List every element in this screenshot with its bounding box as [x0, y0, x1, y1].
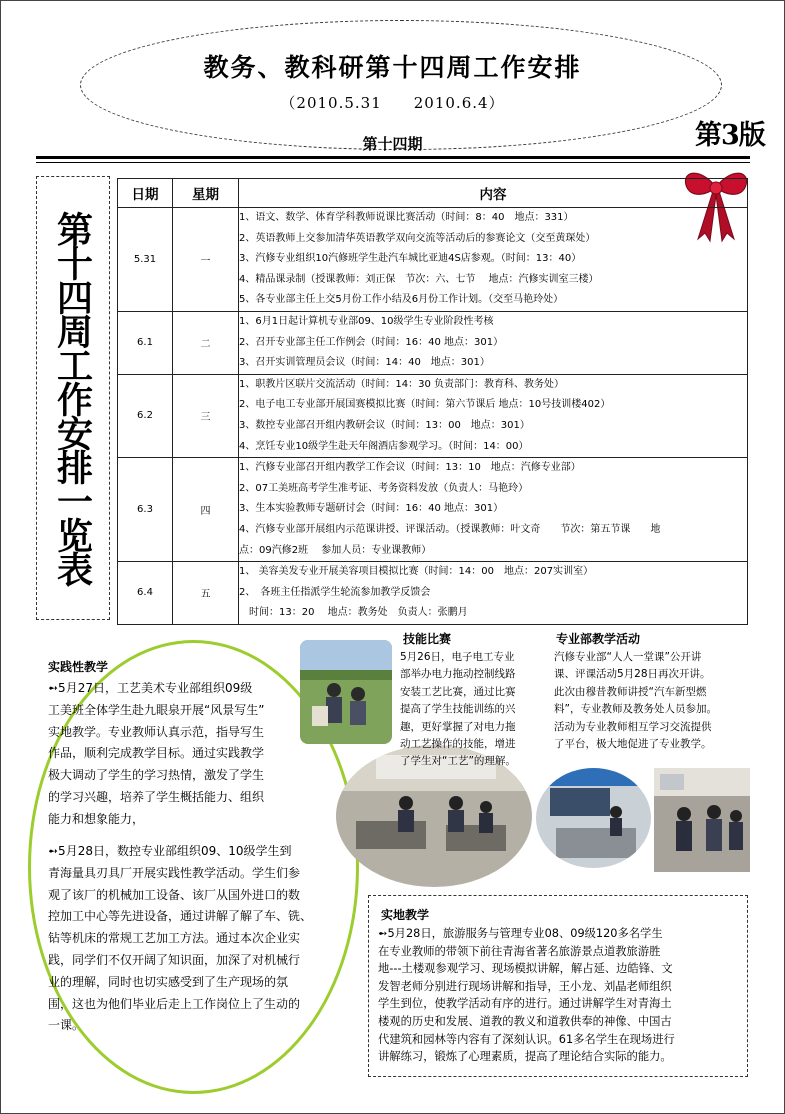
skills-title: 技能比赛 [403, 632, 452, 646]
text-line: 的学习兴趣，培养了学生概括能力、组织 [48, 789, 265, 804]
schedule-item: 点：09汽修2班 参加人员：专业课教师） [239, 544, 432, 556]
schedule-item: 3、汽修专业组织10汽修班学生赴汽车城比亚迪4S店参观。（时间：13：40） [239, 253, 582, 265]
row-weekday: 四 [173, 458, 239, 562]
classroom-photo [536, 768, 651, 868]
sketching-photo [300, 640, 392, 744]
header-rule-thick [36, 156, 750, 159]
schedule-item: 2、07工美班高考学生准考证、考务资料发放（负责人：马艳玲） [239, 482, 529, 494]
text-line: 在专业教师的带领下前往青海省著名旅游景点道教旅游胜 [378, 944, 661, 958]
row-items [239, 458, 748, 562]
text-line: 控加工中心等先进设备，通过讲解了解了车、铣、 [48, 909, 313, 924]
text-line: 此次由穆昔教师讲授“汽车新型燃 [554, 685, 707, 698]
row-weekday: 二 [173, 311, 239, 374]
text-line: 实地教学。专业教师认真示范，指导写生 [48, 724, 265, 739]
dept-teaching-title: 专业部教学活动 [556, 632, 641, 646]
schedule-item: 1、语文、数学、体育学科教师说课比赛活动（时间：8：40 地点：331） [239, 212, 574, 223]
schedule-item: 2、电子电工专业部开展国赛模拟比赛（时间：第六节课后 地点：10号技训楼402） [239, 399, 611, 411]
schedule-item: 1、6月1日起计算机专业部09、10级学生专业阶段性考核 [239, 315, 494, 327]
schedule-item: 1、 美容美发专业开展美容项目模拟比赛（时间：14：00 地点：207实训室） [239, 566, 594, 578]
practice-paragraph-1 [48, 678, 298, 831]
table-row [118, 208, 748, 312]
schedule-item: 5、各专业部主任上交5月份工作小结及6月份工作计划。（交至马艳玲处） [239, 294, 564, 306]
row-weekday: 五 [173, 562, 239, 625]
table-header-row [118, 179, 748, 208]
schedule-item: 3、数控专业部召开组内教研会议（时间：13：00 地点：301） [239, 419, 530, 431]
header-rule-thin [36, 162, 750, 163]
schedule-item: 2、召开专业部主任工作例会（时间：16：40 地点：301） [239, 336, 504, 348]
schedule-item: 4、精品课录制（授课教师：刘正保 节次：六、七节 地点：汽修实训室三楼） [239, 273, 599, 285]
schedule-item: 3、生本实验教师专题研讨会（时间：16：40 地点：301） [239, 503, 504, 515]
text-line: 了学生对“工艺”的理解。 [400, 755, 516, 768]
text-line: 观了该厂的机械加工设备、该厂从国外进口的数 [48, 887, 301, 902]
text-line: 活动为专业教师相互学习交流提供 [554, 720, 712, 733]
text-line: 楼观的历史和发展、道教的教义和道教供奉的神像、中国古 [378, 1014, 672, 1028]
text-line: ➻5月27日，工艺美术专业部组织09级 [48, 681, 253, 695]
table-row [118, 374, 748, 457]
table-row [118, 562, 748, 625]
schedule-item: 3、召开实训管理员会议（时间：14：40 地点：301） [239, 357, 490, 369]
practice-title: 实践性教学 [48, 660, 109, 674]
text-line: 工美班全体学生赴九眼泉开展“风景写生” [48, 702, 265, 717]
text-line: 提高了学生技能训练的兴 [400, 703, 516, 716]
text-line: 业的理解，同时也切实感受到了生产现场的氛 [48, 974, 289, 989]
table-row [118, 311, 748, 374]
text-line: 趣，更好掌握了对电力拖 [400, 720, 516, 733]
text-line: 地---土楼观参观学习、现场模拟讲解，解占延、边皓锋、文 [378, 962, 673, 976]
row-weekday: 三 [173, 374, 239, 457]
text-line: ➻5月28日，数控专业部组织09、10级学生到 [48, 844, 292, 858]
text-line: 极大调动了学生的学习热情，激发了学生 [48, 768, 265, 783]
practice-paragraph-2 [48, 841, 338, 1037]
vertical-title-box [36, 176, 110, 620]
text-line: 料”，专业教师及教务处人员参加。 [554, 703, 717, 716]
row-items [239, 374, 748, 457]
field-teaching-title: 实地教学 [381, 908, 430, 922]
text-line: 发智老师分别进行现场讲解和指导，王小龙、刘晶老师组织 [378, 979, 672, 993]
schedule-table [117, 178, 748, 625]
page-title: 教务、教科研第十四周工作安排 [203, 53, 582, 82]
schedule-item: 2、 各班主任指派学生轮流参加教学反馈会 [239, 586, 431, 598]
text-line: ➻5月28日，旅游服务与管理专业08、09级120多名学生 [378, 927, 663, 940]
text-line: 围，这也为他们毕业后走上工作岗位上了生动的 [48, 996, 301, 1011]
text-line: 动工艺操作的技能，增进 [400, 738, 516, 751]
text-line: 代建筑和园林等内容有了深刻认识。61多名学生在现场进行 [378, 1032, 675, 1046]
schedule-item: 2、英语教师上交参加清华英语教学双向交流等活动后的参赛论文（交至黄琛处） [239, 232, 596, 244]
row-items [239, 562, 748, 625]
issue-number: 第十四期 [362, 135, 423, 153]
row-date: 6.4 [118, 562, 173, 625]
vertical-title: 第十四周工作安排一览表 [51, 211, 94, 585]
text-line: 讲解练习，锻炼了心理素质，提高了理论结合实际的能力。 [378, 1050, 672, 1064]
row-weekday: 一 [173, 208, 239, 312]
table-row [118, 458, 748, 562]
car-workshop-photo [654, 768, 750, 872]
header-content: 内容 [239, 179, 748, 208]
row-date: 6.3 [118, 458, 173, 562]
edition-label: 第3版 [695, 120, 765, 151]
text-line: 能力和想象能力， [48, 811, 145, 826]
row-date: 5.31 [118, 208, 173, 312]
text-line: 5月26日，电子电工专业 [400, 651, 515, 663]
schedule-item: 4、汽修专业部开展组内示范课讲授、评课活动。（授课教师：叶文奇 节次：第五节课 地 [239, 523, 661, 535]
row-date: 6.2 [118, 374, 173, 457]
text-line: 作品，顺利完成教学目标。通过实践教学 [48, 746, 265, 761]
text-line: 学生到位，使教学活动有序的进行。通过讲解学生对青海土 [378, 997, 672, 1011]
schedule-item: 1、职教片区联片交流活动（时间：14：30 负责部门：教育科、教务处） [239, 378, 564, 390]
schedule-item: 1、汽修专业部召开组内教学工作会议（时间：13：10 地点：汽修专业部） [239, 462, 581, 474]
row-items [239, 208, 748, 312]
row-items [239, 311, 748, 374]
text-line: 课、评课活动5月28日再次开讲。 [554, 668, 711, 681]
text-line: 钻等机床的常规工艺加工方法。通过本次企业实 [48, 931, 301, 946]
header-ellipse [80, 20, 722, 150]
schedule-item: 4、烹饪专业10级学生赴天年阁酒店参观学习。（时间：14：00） [239, 440, 529, 452]
text-line: 了平台，极大地促进了专业教学。 [554, 738, 712, 751]
date-range: （2010.5.31 2010.6.4） [280, 94, 505, 112]
header-date: 日期 [118, 179, 173, 208]
text-line: 一课。 [48, 1018, 85, 1033]
text-line: 安装工艺比赛，通过比赛 [400, 685, 516, 698]
text-line: 践，同学们不仅开阔了知识面，加深了对机械行 [48, 952, 301, 967]
skills-paragraph [400, 649, 540, 771]
row-date: 6.1 [118, 311, 173, 374]
text-line: 青海量具刃具厂开展实践性教学活动。学生们参 [48, 865, 301, 880]
header-weekday: 星期 [173, 179, 239, 208]
text-line: 部举办电力拖动控制线路 [400, 668, 516, 681]
field-teaching-paragraph [378, 925, 744, 1066]
dept-teaching-paragraph [554, 649, 749, 753]
schedule-item: 时间：13：20 地点：教务处 负责人：张鹏月 [239, 607, 468, 619]
text-line: 汽修专业部“人人一堂课”公开讲 [554, 651, 702, 663]
